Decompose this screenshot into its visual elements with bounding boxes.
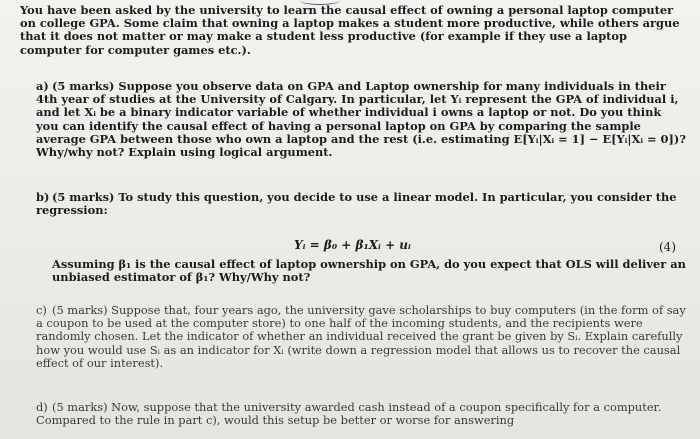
regression-equation: Yᵢ = β₀ + β₁Xᵢ + uᵢ [294,238,411,252]
question-c-text: (5 marks) Suppose that, four years ago, the university gave scholarships to buy computers (in the form of say a coupon to be used at the computer store) to one half of the incoming students, and the recipients were randomly chosen. Let the indicator of whether an individual received the grant be given by Sᵢ. Explain carefully how you would use Sᵢ as an indicator for Xᵢ (write down a regression model that allows us to recover the causal effect of our interest). [36,303,686,370]
question-b-label: b) [36,190,50,204]
regression-equation-row [36,238,686,256]
equation-number: (4) [659,240,676,254]
question-a [36,80,686,159]
question-d [36,401,686,427]
intro-paragraph: You have been asked by the university to learn the causal effect of owning a personal laptop computer on college GPA. Some claim that owning a laptop makes a student more productive, while others argue that it does not matter or may make a student less productive (for example if they use a laptop computer for computer games etc.). [20,3,680,57]
question-b-followup: Assuming β₁ is the causal effect of laptop ownership on GPA, do you expect that OLS will deliver an unbiased estimator of β₁? Why/Why not? [52,257,686,285]
question-b-text: (5 marks) To study this question, you decide to use a linear model. In particular, you consider the regression: [36,190,677,218]
question-d-label: d) [36,400,48,414]
question-d-text: (5 marks) Now, suppose that the university awarded cash instead of a coupon specifically for a computer. Compared to the rule in part c), would this setup be better or worse for answering [36,400,662,428]
question-b [36,191,686,217]
question-a-label: a) [36,79,49,93]
question-c-label: c) [36,303,47,317]
question-a-text: (5 marks) Suppose you observe data on GPA and Laptop ownership for many individuals in their 4th year of studies at the University of Calgary. In particular, let Yᵢ represent the GPA of individual i, and let Xᵢ be a binary indicator variable of whether individual i owns a laptop or not. Do you think you can identify the causal effect of having a personal laptop on GPA by comparing the sample average GPA between those who own a laptop and the rest (i.e. estimating E[Yᵢ|Xᵢ = 1] − E[Yᵢ|Xᵢ = 0])? Why/why not? Explain using logical argument. [36,79,686,160]
question-c [36,304,686,370]
